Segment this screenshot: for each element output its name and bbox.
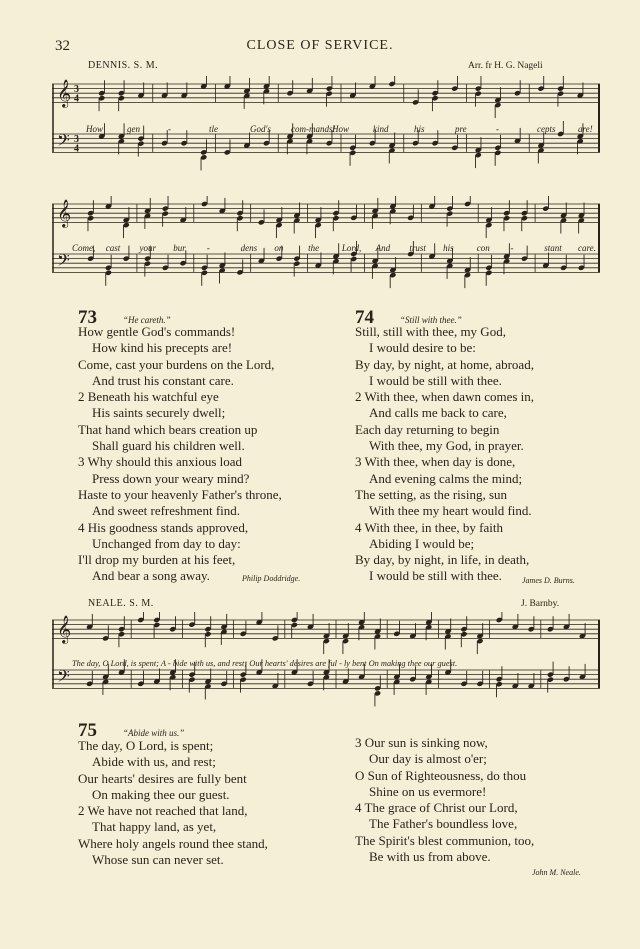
lyric-syllable: cast: [105, 243, 121, 253]
lyric-syllable: Come,: [72, 243, 96, 253]
verse-line: The Father's boundless love,: [369, 816, 518, 832]
hymn-75-verses-right: [355, 735, 534, 865]
verse-line: Whose sun can never set.: [92, 852, 224, 868]
hymn-number: 75: [78, 720, 97, 741]
verse-line: And trust his constant care.: [92, 372, 234, 388]
lyric-syllable: -: [510, 243, 514, 253]
page-number: 32: [55, 38, 70, 54]
verse-line: And sweet refreshment find.: [92, 503, 241, 519]
verse-line: 3 Why should this anxious load: [78, 454, 243, 470]
lyric-syllable: on: [274, 243, 284, 253]
time-signature-bottom: 4: [74, 93, 79, 105]
verse-line: The day, O Lord, is spent;: [78, 738, 214, 753]
verse-line: Unchanged from day to day:: [92, 535, 241, 551]
verse-line: With thee my heart would find.: [369, 503, 532, 519]
verse-line: That hand which bears creation up: [78, 421, 258, 437]
lyric-syllable: the: [308, 243, 320, 253]
verse-line: 3 Our sun is sinking now,: [355, 735, 488, 750]
lyric-syllable: -: [168, 124, 171, 134]
verse-line: Shall guard his children well.: [92, 438, 245, 454]
lyric-syllable: How: [86, 124, 104, 134]
treble-clef-icon: 𝄞: [57, 79, 72, 107]
verse-line: Each day returning to begin: [355, 421, 500, 437]
verse-line: Still, still with thee, my God,: [355, 324, 506, 339]
verse-line: Press down your weary mind?: [92, 470, 250, 486]
verse-line: I would be still with thee.: [369, 568, 502, 584]
verse-line: How gentle God's commands!: [78, 324, 236, 339]
lyric-syllable: kind: [373, 124, 389, 134]
time-signature-top: 3: [74, 84, 79, 95]
verse-line: I would be still with thee.: [369, 372, 502, 388]
verse-line: Shine on us evermore!: [369, 783, 487, 799]
lyric-syllable: dens: [240, 243, 258, 253]
lyric-syllable: pre: [455, 124, 467, 134]
verse-line: By day, by night, in life, in death,: [355, 552, 530, 568]
lyric-syllable: How: [332, 124, 350, 134]
lyric-syllable: com-mands!: [291, 124, 336, 134]
verse-line: And evening calms the mind;: [369, 470, 523, 486]
verse-line: The Spirit's blest communion, too,: [355, 832, 535, 848]
hymn-number: 73: [78, 307, 97, 328]
lyric-syllable: gen: [127, 124, 140, 134]
verse-line: 4 With thee, in thee, by faith: [355, 519, 503, 535]
music-staff-svg: [52, 196, 600, 306]
lyric-syllable: cepts: [537, 124, 556, 134]
lyric-syllable: stant: [544, 243, 562, 253]
verse-line: 2 Beneath his watchful eye: [78, 389, 219, 405]
verse-line: By day, by night, at home, abroad,: [355, 356, 534, 372]
page-title: CLOSE OF SERVICE.: [246, 38, 394, 53]
treble-clef-icon: 𝄞: [57, 615, 72, 643]
verse-line: O Sun of Righteousness, do thou: [355, 767, 527, 783]
hymn-subtitle: “Abide with us.”: [123, 728, 185, 738]
verse-line: 3 With thee, when day is done,: [355, 454, 516, 470]
hymn-75-verses-left: [78, 738, 268, 868]
verse-line: 4 The grace of Christ our Lord,: [355, 800, 518, 816]
tune-name-neale: NEALE. S. M.: [88, 598, 154, 609]
verse-line: That happy land, as yet,: [92, 819, 217, 835]
tune-name-dennis: DENNIS. S. M.: [88, 60, 159, 71]
music-system-2: [52, 196, 600, 306]
lyric-syllable: -: [206, 243, 210, 253]
verse-line: How kind his precepts are!: [92, 340, 233, 356]
verse-line: Where holy angels round thee stand,: [78, 835, 268, 851]
hymn-number: 74: [355, 307, 374, 328]
verse-line: I'll drop my burden at his feet,: [78, 552, 236, 568]
lyric-syllable: tle: [209, 124, 218, 134]
time-signature-top: 3: [74, 134, 79, 145]
verse-line: Be with us from above.: [369, 849, 491, 865]
hymn-author: John M. Neale.: [532, 868, 581, 877]
lyric-syllable: his: [414, 124, 425, 134]
lyric-syllable: his: [443, 243, 454, 253]
lyric-syllable: Lord,: [341, 243, 362, 253]
verse-line: And bear a song away.: [92, 568, 210, 584]
verse-line: 2 We have not reached that land,: [78, 803, 248, 819]
treble-clef-icon: 𝄞: [57, 199, 72, 227]
hymn-author: James D. Burns.: [522, 576, 575, 585]
verse-line: 4 His goodness stands approved,: [78, 519, 249, 535]
verse-line: Our day is almost o'er;: [369, 751, 487, 767]
hymn-subtitle: “He careth.”: [123, 315, 171, 325]
lyric-syllable: trust: [409, 243, 426, 253]
bass-clef-icon: 𝄢: [57, 666, 70, 690]
verse-line: Abide with us, and rest;: [92, 754, 216, 770]
bass-clef-icon: 𝄢: [57, 250, 70, 274]
verse-line: On making thee our guest.: [92, 786, 230, 802]
lyric-syllable: your: [139, 243, 156, 253]
verse-line: His saints securely dwell;: [92, 405, 226, 421]
verse-line: And calls me back to care,: [369, 405, 507, 421]
hymn-73-verses: [78, 324, 282, 585]
lyric-syllable: bur: [173, 243, 186, 253]
verse-line: With thee, my God, in prayer.: [369, 438, 524, 454]
verse-line: Haste to your heavenly Father's throne,: [78, 486, 282, 502]
verse-line: 2 With thee, when dawn comes in,: [355, 389, 535, 405]
verse-line: I would desire to be:: [369, 340, 476, 356]
hymn-74-verses: [355, 324, 534, 585]
verse-line: Abiding I would be;: [369, 535, 475, 551]
bass-clef-icon: 𝄢: [57, 130, 70, 154]
tune-composer: J. Barnby.: [521, 599, 560, 609]
lyrics-row-3: The day, O Lord, is spent; A - bide with us, and rest; Our hearts' desires are ful - ly bent On making thee our guest.: [72, 659, 458, 668]
hymn-subtitle: “Still with thee.”: [400, 315, 462, 325]
time-signature-bottom: 4: [74, 143, 79, 155]
lyric-syllable: care.: [578, 243, 596, 253]
verse-line: The setting, as the rising, sun: [355, 486, 508, 502]
lyric-syllable: -: [496, 124, 499, 134]
verse-line: Come, cast your burdens on the Lord,: [78, 356, 275, 372]
hymn-author: Philip Doddridge.: [242, 574, 301, 583]
tune-arranger: Arr. fr H. G. Nageli: [468, 61, 543, 71]
lyric-syllable: are!: [578, 124, 593, 134]
verse-line: Our hearts' desires are fully bent: [78, 770, 247, 786]
lyric-syllable: con: [476, 243, 490, 253]
lyric-syllable: God's: [250, 124, 271, 134]
lyric-syllable: And: [375, 243, 391, 253]
